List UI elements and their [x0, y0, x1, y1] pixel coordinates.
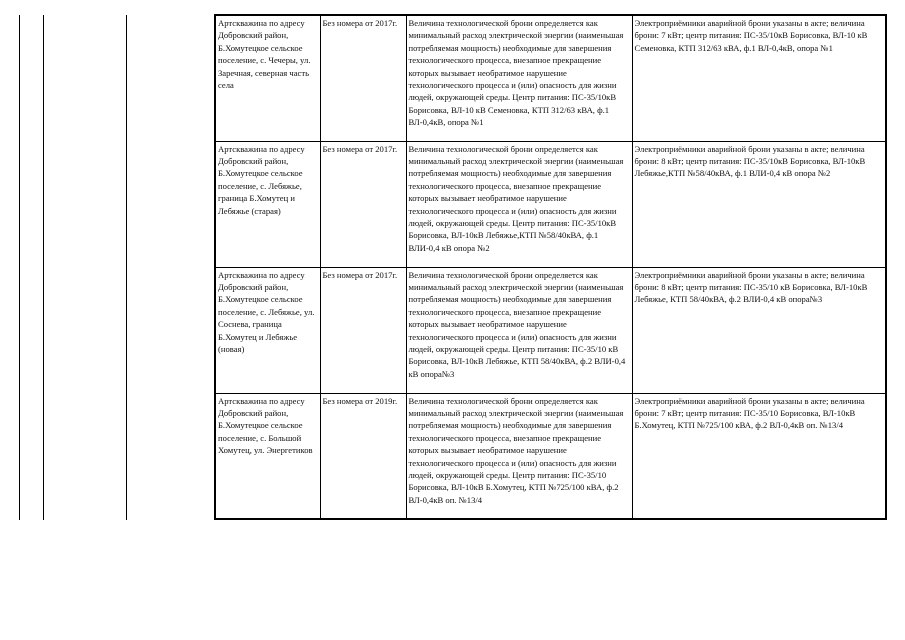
description-cell: Величина технологической брони определяется как минимальный расход электрической энергии (наименьшая потребляемая мощность) необходимые для завершения технологического процесса, внезапное прекращение которых вызывает необратимое нарушение технологического процесса и (или) опасность для жизни людей, окружающей среды. Центр питания: ПС-35/10кВ Борисовка, ВЛ-10 кВ Семеновка, КТП 312/63 кВА, ф.1 ВЛ-0,4кВ, опора №1	[406, 15, 632, 141]
object-cell: Артскважина по адресу Добровский район, Б.Хомутецкое сельское поселение, с. Лебяжье, ул. Соснева, граница Б.Хомутец и Лебяжье (новая)	[215, 267, 320, 393]
note-cell: Электроприёмники аварийной брони указаны в акте; величина брони: 7 кВт; центр питания: ПС-35/10 Борисовка, ВЛ-10кВ Б.Хомутец, КТП №725/100 кВА, ф.2 ВЛ-0,4кВ оп. №13/4	[632, 393, 886, 519]
object-cell: Артскважина по адресу Добровский район, Б.Хомутецкое сельское поселение, с. Чечеры, ул. Заречная, северная часть села	[215, 15, 320, 141]
table-row	[215, 15, 886, 141]
object-cell: Артскважина по адресу Добровский район, Б.Хомутецкое сельское поселение, с. Лебяжье, граница Б.Хомутец и Лебяжье (старая)	[215, 141, 320, 267]
description-cell: Величина технологической брони определяется как минимальный расход электрической энергии (наименьшая потребляемая мощность) необходимые для завершения технологического процесса, внезапное прекращение которых вызывает необратимое нарушение технологического процесса и (или) опасность для жизни людей, окружающей среды. Центр питания: ПС-35/10 Борисовка, ВЛ-10кВ Б.Хомутец, КТП №725/100 кВА, ф.2 ВЛ-0,4кВ оп. №13/4	[406, 393, 632, 519]
left-column-border-1	[19, 15, 20, 520]
left-column-border-2	[43, 15, 44, 520]
left-column-border-3	[126, 15, 127, 520]
document-number-cell: Без номера от 2017г.	[320, 15, 406, 141]
document-number-cell: Без номера от 2017г.	[320, 267, 406, 393]
document-number-cell: Без номера от 2019г.	[320, 393, 406, 519]
note-cell: Электроприёмники аварийной брони указаны в акте; величина брони: 8 кВт; центр питания: ПС-35/10 кВ Борисовка, ВЛ-10кВ Лебяжье, КТП 58/40кВА, ф.2 ВЛИ-0,4 кВ опора№3	[632, 267, 886, 393]
table-row	[215, 393, 886, 519]
description-cell: Величина технологической брони определяется как минимальный расход электрической энергии (наименьшая потребляемая мощность) необходимые для завершения технологического процесса, внезапное прекращение которых вызывает необратимое нарушение технологического процесса и (или) опасность для жизни людей, окружающей среды. Центр питания: ПС-35/10кВ Борисовка, ВЛ-10кВ Лебяжье,КТП №58/40кВА, ф.1 ВЛИ-0,4 кВ опора №2	[406, 141, 632, 267]
description-cell: Величина технологической брони определяется как минимальный расход электрической энергии (наименьшая потребляемая мощность) необходимые для завершения технологического процесса, внезапное прекращение которых вызывает необратимое нарушение технологического процесса и (или) опасность для жизни людей, окружающей среды. Центр питания: ПС-35/10 кВ Борисовка, ВЛ-10кВ Лебяжье, КТП 58/40кВА, ф.2 ВЛИ-0,4 кВ опора№3	[406, 267, 632, 393]
table-row	[215, 267, 886, 393]
note-cell: Электроприёмники аварийной брони указаны в акте; величина брони: 7 кВт; центр питания: ПС-35/10кВ Борисовка, ВЛ-10 кВ Семеновка, КТП 312/63 кВА, ф.1 ВЛ-0,4кВ, опора №1	[632, 15, 886, 141]
note-cell: Электроприёмники аварийной брони указаны в акте; величина брони: 8 кВт; центр питания: ПС-35/10кВ Борисовка, ВЛ-10кВ Лебяжье,КТП №58/40кВА, ф.1 ВЛИ-0,4 кВ опора №2	[632, 141, 886, 267]
records-table	[214, 14, 887, 520]
document-number-cell: Без номера от 2017г.	[320, 141, 406, 267]
object-cell: Артскважина по адресу Добровский район, Б.Хомутецкое сельское поселение, с. Большой Хомутец, ул. Энергетиков	[215, 393, 320, 519]
table-row	[215, 141, 886, 267]
